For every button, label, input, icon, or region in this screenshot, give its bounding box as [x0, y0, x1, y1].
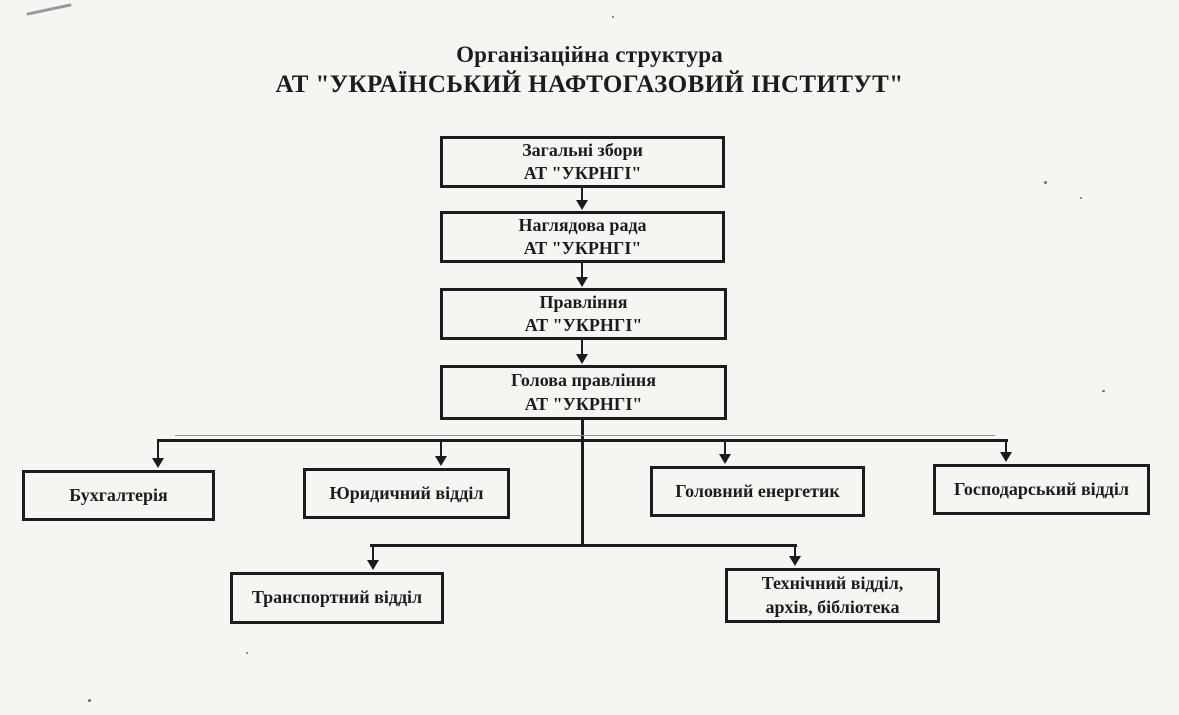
scan-artifact-speck — [1044, 181, 1047, 184]
connector-drop-legal-line — [440, 442, 442, 457]
node-sublabel: АТ "УКРНГІ" — [523, 163, 642, 183]
scan-artifact-pen-mark — [26, 3, 72, 15]
node-sublabel: АТ "УКРНГІ" — [524, 393, 643, 414]
scan-artifact-double-line — [175, 435, 995, 436]
connector-chain-3-line — [581, 340, 583, 355]
arrowhead-down-icon — [576, 354, 588, 364]
org-node-board-chairman — [440, 365, 727, 420]
org-node-household-department — [933, 464, 1150, 515]
node-sublabel: АТ "УКРНГІ" — [523, 238, 642, 258]
arrowhead-down-icon — [152, 458, 164, 468]
org-node-accounting — [22, 470, 215, 521]
arrowhead-down-icon — [789, 556, 801, 566]
scan-artifact-speck — [246, 652, 248, 654]
arrowhead-down-icon — [576, 277, 588, 287]
node-sublabel: АТ "УКРНГІ" — [524, 315, 643, 335]
node-sublabel: архів, бібліотека — [765, 596, 900, 617]
scan-artifact-speck — [88, 699, 91, 702]
page-title — [0, 42, 1179, 99]
node-label: Транспортний відділ — [251, 587, 423, 608]
node-label: Правління — [539, 291, 628, 312]
arrowhead-down-icon — [719, 454, 731, 464]
org-node-chief-power-engineer — [650, 466, 865, 517]
node-label: Бухгалтерія — [69, 484, 168, 505]
org-node-general-meeting — [440, 136, 725, 188]
arrowhead-down-icon — [576, 200, 588, 210]
arrowhead-down-icon — [1000, 452, 1012, 462]
node-label: Технічний відділ, — [761, 573, 904, 594]
org-node-management-board — [440, 288, 727, 340]
connector-drop-transport-line — [372, 547, 374, 561]
node-label: Загальні збори — [522, 139, 643, 160]
org-node-transport-department — [230, 572, 444, 624]
org-node-technical-department — [725, 568, 940, 623]
arrowhead-down-icon — [435, 456, 447, 466]
node-label: Головний енергетик — [675, 480, 840, 501]
org-node-legal-department — [303, 468, 510, 519]
scan-artifact-speck — [612, 16, 614, 18]
node-label: Юридичний відділ — [329, 482, 484, 503]
connector-drop-accounting-line — [157, 442, 159, 459]
node-label: Наглядова рада — [518, 214, 647, 235]
connector-rail-2-line — [370, 544, 797, 547]
title-line-1: Організаційна структура — [456, 42, 723, 67]
scan-artifact-speck — [1080, 197, 1082, 199]
connector-chain-2-line — [581, 263, 583, 278]
scan-artifact-speck — [1102, 390, 1105, 392]
arrowhead-down-icon — [367, 560, 379, 570]
node-label: Голова правління — [511, 370, 656, 391]
org-node-supervisory-board — [440, 211, 725, 263]
node-label: Господарський відділ — [954, 478, 1129, 499]
title-line-2: АТ "УКРАЇНСЬКИЙ НАФТОГАЗОВИЙ ІНСТИТУТ" — [275, 71, 904, 98]
connector-rail-1-line — [157, 439, 1008, 442]
